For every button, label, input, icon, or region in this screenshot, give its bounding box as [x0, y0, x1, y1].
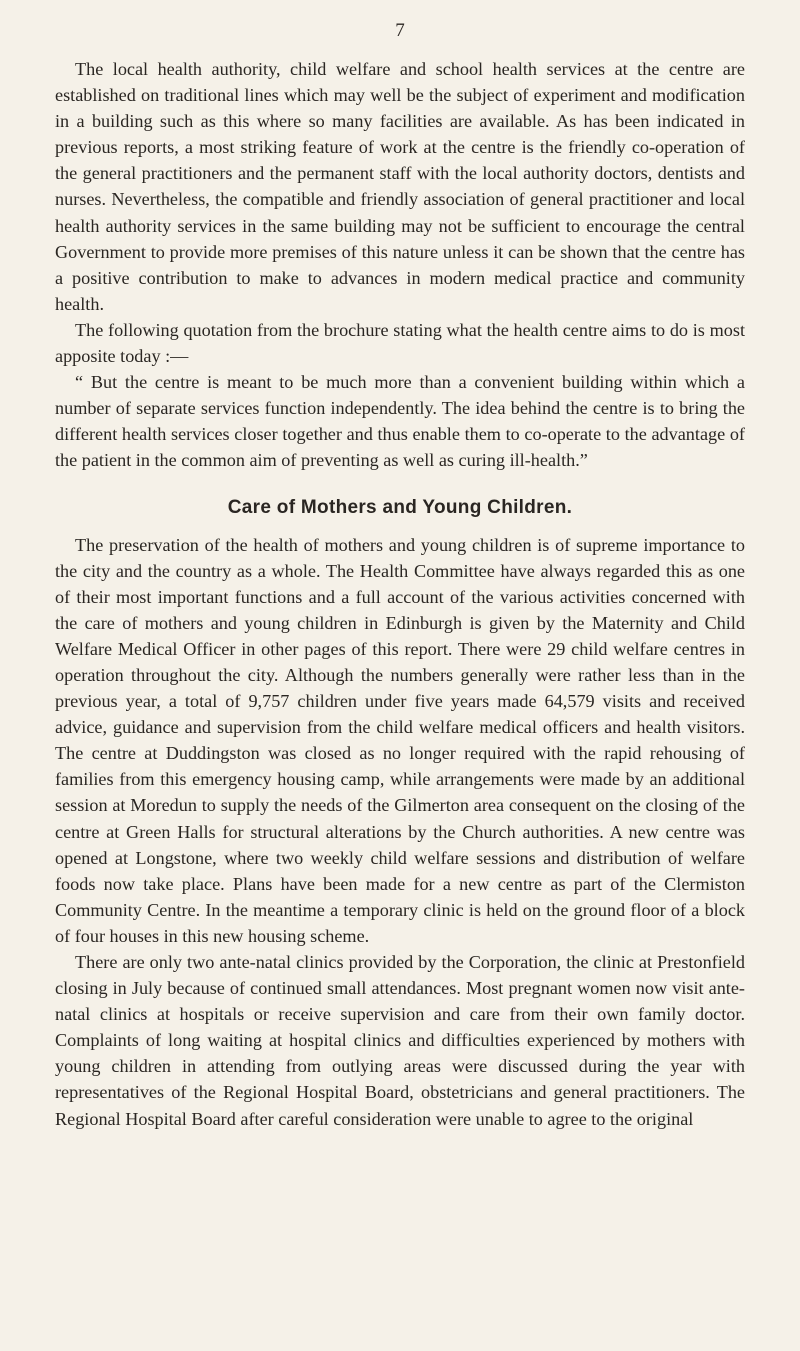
body-text [55, 56, 745, 1132]
paragraph-brochure-quotation: “ But the centre is meant to be much more than a convenient building within which a number of separate services function independently. The idea behind the centre is to bring the different health services closer together and thus enable them to co-operate to the advantage of the patient in the common aim of preventing as well as curing ill-health.” [55, 372, 745, 471]
paragraph-intro-centre-services: The local health authority, child welfare and school health services at the centre are established on traditional lines which may well be the subject of experiment and modification in a building such as this where so many facilities are available. As has been indicated in previous reports, a most striking feature of work at the centre is the friendly co-operation of the general practitioners and the permanent staff with the local authority doctors, dentists and nurses. Nevertheless, the compatible and friendly association of general practitioner and local health authority services in the same building may not be sufficient to encourage the central Government to provide more premises of this nature unless it can be shown that the centre has a positive contribution to make to advances in modern medical practice and community health. [55, 59, 745, 314]
section-heading: Care of Mothers and Young Children. [227, 496, 573, 518]
paragraph-ante-natal-clinics: There are only two ante-natal clinics provided by the Corporation, the clinic at Prestonfield closing in July because of continued small attendances. Most pregnant women now visit ante-natal clinics at hospitals or receive supervision and care from their own family doctor. Complaints of long waiting at hospital clinics and difficulties experienced by mothers with young children in attending from outlying areas were discussed during the year with representatives of the Regional Hospital Board, obstetricians and general practitioners. The Regional Hospital Board after careful consideration were unable to agree to the original [55, 952, 745, 1129]
paragraph-child-welfare: The preservation of the health of mothers and young children is of supreme importance to the city and the country as a whole. The Health Committee have always regarded this as one of their most important functions and a full account of the various activities concerned with the care of mothers and young children in Edinburgh is given by the Maternity and Child Welfare Medical Officer in other pages of this report. There were 29 child welfare centres in operation throughout the city. Although the numbers generally were rather less than in the previous year, a total of 9,757 children under five years made 64,579 visits and received advice, guidance and supervision from the child welfare medical officers and health visitors. The centre at Duddingston was closed as no longer required with the rapid rehousing of families from this emergency housing camp, while arrangements were made by an additional session at Moredun to supply the needs of the Gilmerton area consequent on the closing of the centre at Green Halls for structural alterations by the Church authorities. A new centre was opened at Longstone, where two weekly child welfare sessions and distribution of welfare foods now take place. Plans have been made for a new centre as part of the Clermiston Community Centre. In the meantime a temporary clinic is held on the ground floor of a block of four houses in this new housing scheme. [55, 534, 745, 946]
paragraph-quotation-lead-in: The following quotation from the brochure stating what the health centre aims to do is most apposite today :— [55, 319, 745, 367]
page-number: 7 [395, 20, 405, 41]
